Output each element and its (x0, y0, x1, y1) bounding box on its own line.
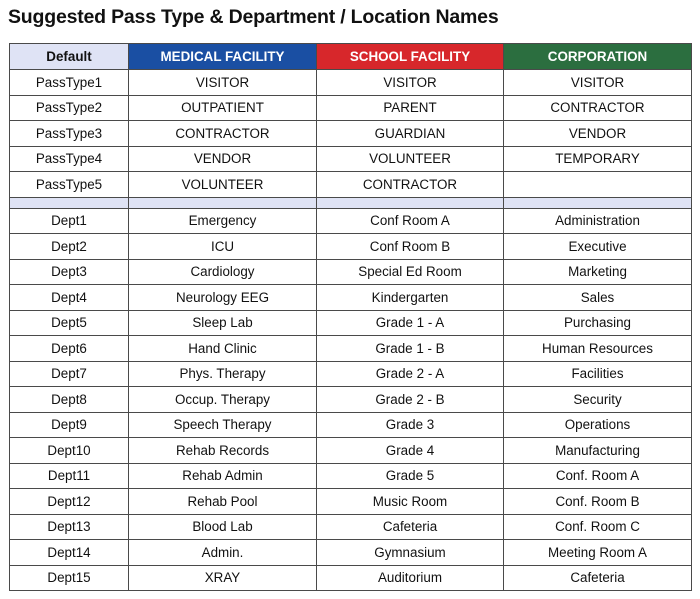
table-row (10, 259, 692, 285)
cell-corporation: Security (504, 387, 692, 413)
section-separator (10, 197, 692, 208)
table-row (10, 172, 692, 198)
header-row (10, 44, 692, 70)
separator-cell (317, 197, 504, 208)
cell-medical-facility: Rehab Admin (129, 463, 317, 489)
cell-default: Dept9 (10, 412, 129, 438)
cell-school-facility: CONTRACTOR (317, 172, 504, 198)
cell-medical-facility: OUTPATIENT (129, 95, 317, 121)
cell-school-facility: Grade 1 - B (317, 336, 504, 362)
separator-cell (129, 197, 317, 208)
cell-medical-facility: Phys. Therapy (129, 361, 317, 387)
cell-medical-facility: Admin. (129, 540, 317, 566)
cell-default: Dept10 (10, 438, 129, 464)
cell-school-facility: Grade 2 - B (317, 387, 504, 413)
cell-corporation: VENDOR (504, 121, 692, 147)
cell-corporation: Sales (504, 285, 692, 311)
cell-medical-facility: Rehab Records (129, 438, 317, 464)
cell-default: PassType2 (10, 95, 129, 121)
cell-corporation: Cafeteria (504, 565, 692, 591)
cell-medical-facility: VISITOR (129, 70, 317, 96)
cell-default: Dept5 (10, 310, 129, 336)
table-row (10, 310, 692, 336)
cell-corporation: Purchasing (504, 310, 692, 336)
cell-medical-facility: Occup. Therapy (129, 387, 317, 413)
cell-default: Dept6 (10, 336, 129, 362)
table-row (10, 412, 692, 438)
cell-corporation: Manufacturing (504, 438, 692, 464)
table-row (10, 234, 692, 260)
cell-corporation: Conf. Room B (504, 489, 692, 515)
cell-corporation: Administration (504, 208, 692, 234)
cell-corporation (504, 172, 692, 198)
header-default: Default (10, 44, 129, 70)
names-table (9, 43, 692, 591)
cell-medical-facility: Hand Clinic (129, 336, 317, 362)
cell-corporation: TEMPORARY (504, 146, 692, 172)
cell-default: Dept2 (10, 234, 129, 260)
cell-default: Dept8 (10, 387, 129, 413)
cell-default: Dept1 (10, 208, 129, 234)
cell-default: Dept14 (10, 540, 129, 566)
cell-corporation: Facilities (504, 361, 692, 387)
table-row (10, 208, 692, 234)
table-body (10, 70, 692, 591)
cell-corporation: Operations (504, 412, 692, 438)
table-row (10, 438, 692, 464)
cell-medical-facility: Sleep Lab (129, 310, 317, 336)
cell-corporation: Meeting Room A (504, 540, 692, 566)
cell-school-facility: Grade 2 - A (317, 361, 504, 387)
table-row (10, 121, 692, 147)
cell-school-facility: GUARDIAN (317, 121, 504, 147)
cell-medical-facility: ICU (129, 234, 317, 260)
table-row (10, 285, 692, 311)
table-row (10, 540, 692, 566)
table-row (10, 70, 692, 96)
table-row (10, 514, 692, 540)
cell-default: PassType3 (10, 121, 129, 147)
table-row (10, 565, 692, 591)
separator-cell (10, 197, 129, 208)
cell-school-facility: Grade 5 (317, 463, 504, 489)
cell-default: Dept7 (10, 361, 129, 387)
header-medical-facility: MEDICAL FACILITY (129, 44, 317, 70)
table-row (10, 336, 692, 362)
cell-medical-facility: Blood Lab (129, 514, 317, 540)
cell-corporation: Conf. Room C (504, 514, 692, 540)
table-row (10, 463, 692, 489)
cell-default: PassType4 (10, 146, 129, 172)
cell-school-facility: Conf Room A (317, 208, 504, 234)
table-row (10, 95, 692, 121)
cell-default: Dept15 (10, 565, 129, 591)
cell-school-facility: Grade 4 (317, 438, 504, 464)
cell-default: PassType5 (10, 172, 129, 198)
cell-default: Dept3 (10, 259, 129, 285)
cell-corporation: Human Resources (504, 336, 692, 362)
header-corporation: CORPORATION (504, 44, 692, 70)
cell-default: Dept4 (10, 285, 129, 311)
page-title: Suggested Pass Type & Department / Location Names (8, 6, 499, 28)
cell-medical-facility: VENDOR (129, 146, 317, 172)
cell-medical-facility: VOLUNTEER (129, 172, 317, 198)
cell-medical-facility: Rehab Pool (129, 489, 317, 515)
cell-default: Dept12 (10, 489, 129, 515)
cell-school-facility: Auditorium (317, 565, 504, 591)
cell-corporation: Marketing (504, 259, 692, 285)
table-row (10, 387, 692, 413)
cell-medical-facility: XRAY (129, 565, 317, 591)
cell-school-facility: Grade 3 (317, 412, 504, 438)
cell-school-facility: Special Ed Room (317, 259, 504, 285)
cell-school-facility: Cafeteria (317, 514, 504, 540)
cell-school-facility: Music Room (317, 489, 504, 515)
cell-school-facility: VOLUNTEER (317, 146, 504, 172)
cell-school-facility: Conf Room B (317, 234, 504, 260)
cell-school-facility: Grade 1 - A (317, 310, 504, 336)
cell-corporation: VISITOR (504, 70, 692, 96)
cell-medical-facility: Cardiology (129, 259, 317, 285)
cell-default: Dept11 (10, 463, 129, 489)
header-school-facility: SCHOOL FACILITY (317, 44, 504, 70)
cell-medical-facility: Emergency (129, 208, 317, 234)
cell-default: Dept13 (10, 514, 129, 540)
table-row (10, 146, 692, 172)
cell-school-facility: Kindergarten (317, 285, 504, 311)
cell-medical-facility: Neurology EEG (129, 285, 317, 311)
cell-corporation: Executive (504, 234, 692, 260)
cell-school-facility: PARENT (317, 95, 504, 121)
cell-corporation: CONTRACTOR (504, 95, 692, 121)
cell-corporation: Conf. Room A (504, 463, 692, 489)
cell-medical-facility: CONTRACTOR (129, 121, 317, 147)
cell-medical-facility: Speech Therapy (129, 412, 317, 438)
table-row (10, 361, 692, 387)
separator-cell (504, 197, 692, 208)
cell-school-facility: VISITOR (317, 70, 504, 96)
cell-school-facility: Gymnasium (317, 540, 504, 566)
cell-default: PassType1 (10, 70, 129, 96)
table-row (10, 489, 692, 515)
